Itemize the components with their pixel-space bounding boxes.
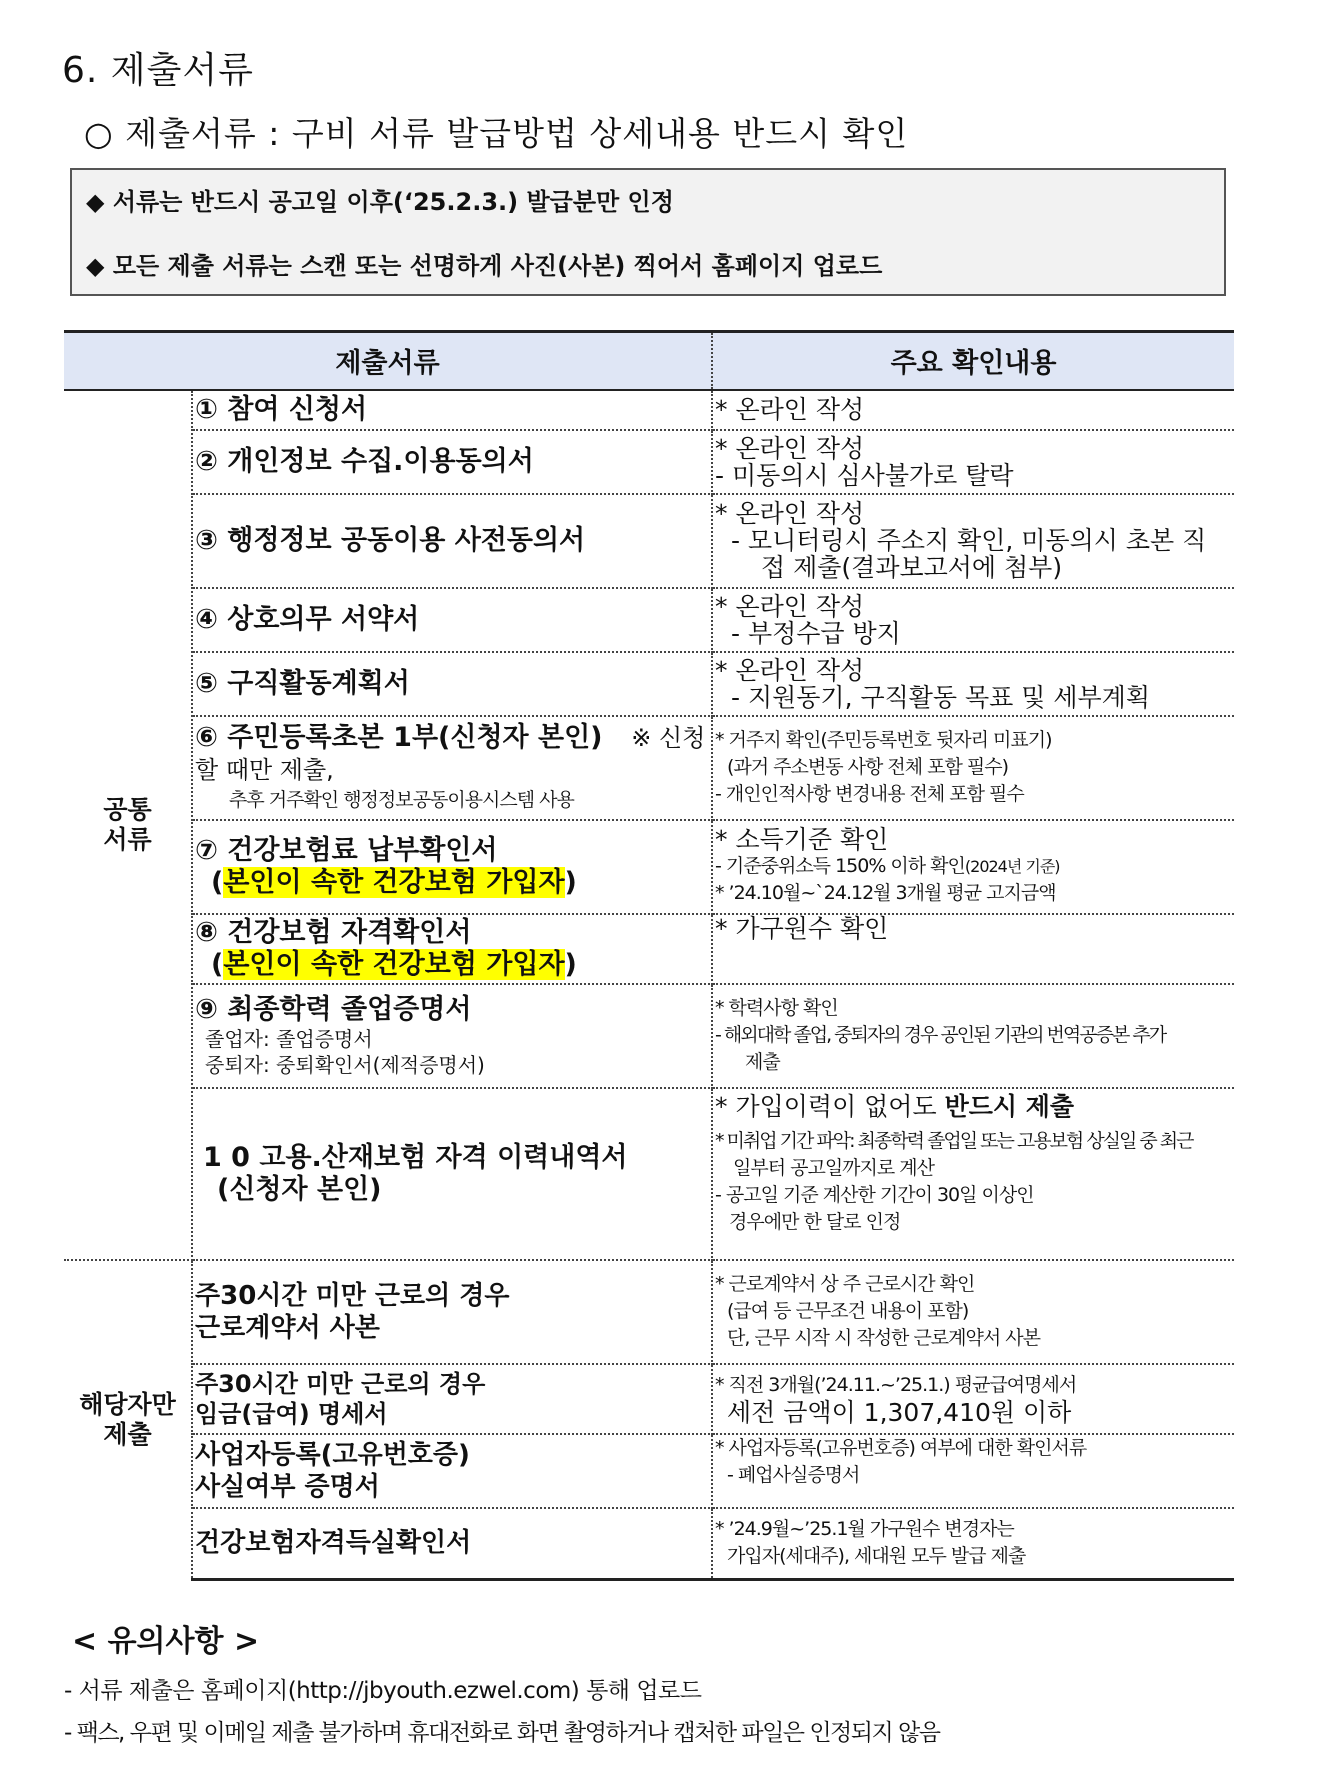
table-row xyxy=(64,820,1234,914)
check-resident-abstract: * 거주지 확인(주민등록번호 뒷자리 미표기) (과거 주소변동 사항 전체 포함 필수) - 개인인적사항 변경내용 전체 포함 필수 xyxy=(712,716,1234,820)
table-row xyxy=(64,1508,1234,1580)
check-mutual-pledge: * 온라인 작성 - 부정수급 방지 xyxy=(712,588,1234,652)
table-row xyxy=(64,652,1234,716)
highlight-insured-self: 본인이 속한 건강보험 가입자 xyxy=(223,866,565,898)
table-row xyxy=(64,1364,1234,1434)
table-row xyxy=(64,984,1234,1088)
doc-privacy-consent: ② 개인정보 수집.이용동의서 xyxy=(192,430,712,494)
check-privacy-consent: * 온라인 작성 - 미동의시 심사불가로 탈락 xyxy=(712,430,1234,494)
notice-box xyxy=(70,168,1226,296)
doc-admin-info-consent: ③ 행정정보 공동이용 사전동의서 xyxy=(192,494,712,588)
table-row xyxy=(64,1434,1234,1508)
table-row xyxy=(64,716,1234,820)
highlight-insured-self: 본인이 속한 건강보험 가입자 xyxy=(223,948,565,980)
table-header-row xyxy=(64,332,1234,390)
check-employment-insurance-history: * 가입이력이 없어도 반드시 제출 * 미취업 기간 파악: 최종학력 졸업일 또는 고용보험 상실일 중 최근 일부터 공고일까지로 계산 - 공고일 기준 계산한 기간이 30일 이상인 경우에만 한 달로 인정 xyxy=(712,1088,1234,1260)
documents-table xyxy=(64,330,1234,1581)
table-row xyxy=(64,1260,1234,1364)
doc-application: ① 참여 신청서 xyxy=(192,390,712,430)
caution-homepage-upload: - 서류 제출은 홈페이지(http://jbyouth.ezwel.com) 통해 업로드 xyxy=(64,1678,702,1704)
caution-no-fax-mail: - 팩스, 우편 및 이메일 제출 불가하며 휴대전화로 화면 촬영하거나 캡처한 파일은 인정되지 않음 xyxy=(64,1720,940,1746)
category-optional xyxy=(64,1260,192,1580)
check-health-insurance-history: * ’24.9월~’25.1월 가구원수 변경자는 가입자(세대주), 세대원 모두 발급 제출 xyxy=(712,1508,1234,1580)
check-health-insurance-payment: * 소득기준 확인 - 기준중위소득 150% 이하 확인(2024년 기준) * ’24.10월~`24.12월 3개월 평균 고지금액 xyxy=(712,820,1234,914)
check-labor-contract: * 근로계약서 상 주 근로시간 확인 (급여 등 근무조건 내용이 포함) 단, 근무 시작 시 작성한 근로계약서 사본 xyxy=(712,1260,1234,1364)
check-health-insurance-qualification: * 가구원수 확인 xyxy=(712,914,1234,984)
table-row xyxy=(64,390,1234,430)
header-check-items: 주요 확인내용 xyxy=(712,332,1234,390)
header-documents: 제출서류 xyxy=(64,332,712,390)
doc-employment-insurance-history: 1 0 고용.산재보험 자격 이력내역서 (신청자 본인) xyxy=(192,1088,712,1260)
doc-pay-statement: 주30시간 미만 근로의 경우 임금(급여) 명세서 xyxy=(192,1364,712,1434)
section-title: 6. 제출서류 xyxy=(62,50,254,91)
check-business-registration: * 사업자등록(고유번호증) 여부에 대한 확인서류 - 폐업사실증명서 xyxy=(712,1434,1234,1508)
doc-graduation-certificate: ⑨ 최종학력 졸업증명서 졸업자: 졸업증명서 중퇴자: 중퇴확인서(제적증명서) xyxy=(192,984,712,1088)
category-optional-line2: 제출 xyxy=(103,1420,152,1449)
table-row xyxy=(64,588,1234,652)
notice-upload: ◆ 모든 제출 서류는 스캔 또는 선명하게 사진(사본) 찍어서 홈페이지 업로드 xyxy=(86,252,883,280)
doc-health-insurance-payment: ⑦ 건강보험료 납부확인서 (본인이 속한 건강보험 가입자) xyxy=(192,820,712,914)
notice-issue-date: ◆ 서류는 반드시 공고일 이후(‘25.2.3.) 발급분만 인정 xyxy=(86,188,674,216)
check-job-plan: * 온라인 작성 - 지원동기, 구직활동 목표 및 세부계획 xyxy=(712,652,1234,716)
check-pay-statement: * 직전 3개월(’24.11.~’25.1.) 평균급여명세서 세전 금액이 1,307,410원 이하 xyxy=(712,1364,1234,1434)
caution-title: < 유의사항 > xyxy=(72,1624,260,1659)
doc-health-insurance-history: 건강보험자격득실확인서 xyxy=(192,1508,712,1580)
doc-business-registration: 사업자등록(고유번호증) 사실여부 증명서 xyxy=(192,1434,712,1508)
doc-health-insurance-qualification: ⑧ 건강보험 자격확인서 (본인이 속한 건강보험 가입자) xyxy=(192,914,712,984)
table-row xyxy=(64,494,1234,588)
table-row xyxy=(64,1088,1234,1260)
doc-labor-contract: 주30시간 미만 근로의 경우 근로계약서 사본 xyxy=(192,1260,712,1364)
check-application: * 온라인 작성 xyxy=(712,390,1234,430)
check-graduation-certificate: * 학력사항 확인 - 해외대학 졸업, 중퇴자의 경우 공인된 기관의 번역공증본 추가 제출 xyxy=(712,984,1234,1088)
category-common-line2: 서류 xyxy=(103,824,152,854)
doc-job-plan: ⑤ 구직활동계획서 xyxy=(192,652,712,716)
check-admin-info-consent: * 온라인 작성 - 모니터링시 주소지 확인, 미동의시 초본 직 접 제출(결과보고서에 첨부) xyxy=(712,494,1234,588)
category-common-line1: 공통 xyxy=(103,794,152,824)
doc-resident-abstract: ⑥ 주민등록초본 1부(신청자 본인) ※ 신청할 때만 제출, 추후 거주확인 행정정보공동이용시스템 사용 xyxy=(192,716,712,820)
category-common xyxy=(64,390,192,1260)
table-row xyxy=(64,914,1234,984)
doc-mutual-pledge: ④ 상호의무 서약서 xyxy=(192,588,712,652)
subtitle: ○ 제출서류 : 구비 서류 발급방법 상세내용 반드시 확인 xyxy=(84,114,909,153)
category-optional-line1: 해당자만 xyxy=(79,1390,176,1419)
table-row xyxy=(64,430,1234,494)
